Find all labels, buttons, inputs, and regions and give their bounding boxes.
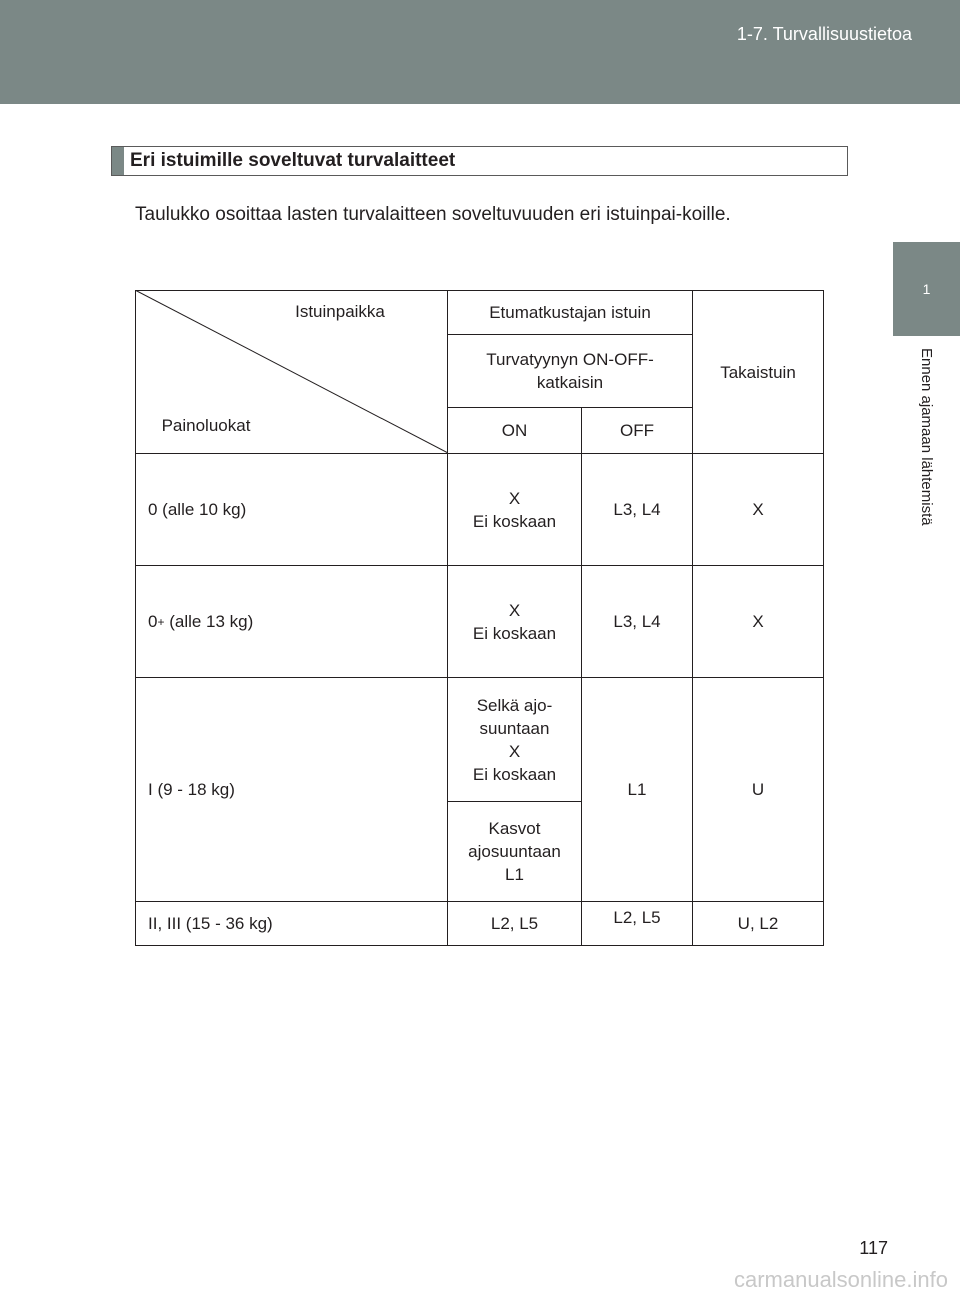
chapter-title: 1-7. Turvallisuustietoa: [736, 24, 912, 44]
row-1-on-x: X: [508, 600, 521, 620]
row-0-label: 0 (alle 10 kg): [148, 500, 247, 519]
chapter-side-label: [893, 348, 960, 588]
section-title: Eri istuimille soveltuvat turvalaitteet: [130, 150, 456, 171]
row-3-on: L2, L5: [490, 914, 539, 933]
child-restraint-table: [135, 290, 824, 946]
row-2-rear: U: [751, 780, 765, 799]
chapter-tab-number: 1: [922, 281, 931, 297]
front-seat-header: Etumatkustajan istuin: [489, 303, 651, 322]
table-border-right: [823, 290, 824, 946]
row-0-off: L3, L4: [613, 500, 661, 519]
row-0-on: [448, 454, 581, 565]
corner-label-seat: Istuinpaikka: [295, 301, 385, 321]
page-number: 117: [859, 1238, 888, 1258]
row-1-rear: X: [752, 612, 764, 631]
row-3-off: L2, L5: [613, 908, 661, 927]
row-2-on-a2: suuntaan: [479, 718, 550, 738]
airbag-switch-label: Turvatyynyn ON-OFF-katkaisin: [486, 350, 654, 392]
section-title-box: [111, 146, 848, 176]
intro-paragraph: Taulukko osoittaa lasten turvalaitteen soveltuvuuden eri istuinpai-koille.: [135, 204, 731, 225]
row-1-label-base: 0: [148, 612, 158, 631]
off-header: OFF: [620, 421, 654, 440]
corner-label-weight: Painoluokat: [161, 415, 251, 435]
chapter-tab[interactable]: [893, 242, 960, 336]
row-1-on: [448, 566, 581, 677]
row-3-label: II, III (15 - 36 kg): [148, 914, 273, 933]
rear-seat-header: Takaistuin: [720, 362, 796, 382]
row-2-on-a1: Selkä ajo-: [476, 695, 553, 715]
row-0-on-note: Ei koskaan: [472, 511, 557, 531]
section-title-bar: [112, 147, 124, 175]
airbag-switch-header: [448, 335, 692, 407]
row-2-on-a4: Ei koskaan: [472, 764, 557, 784]
row-2-on-b1: Kasvot: [488, 819, 541, 838]
row-2-off: L1: [627, 780, 647, 799]
row-0-rear: X: [752, 500, 764, 519]
row-2-label: I (9 - 18 kg): [148, 780, 235, 799]
chapter-header: [0, 0, 960, 104]
table-border-bottom: [135, 945, 824, 946]
row-1-on-note: Ei koskaan: [472, 623, 557, 643]
row-2-on-b3: L1: [505, 865, 524, 884]
row-2-on-b2: ajosuuntaan: [468, 842, 561, 861]
watermark: carmanualsonline.info: [733, 1267, 948, 1292]
row-2-on-forward-facing: [448, 802, 581, 901]
row-0-on-x: X: [508, 488, 521, 508]
row-2-on-a3: X: [508, 741, 521, 761]
row-1-label: 0 + (alle 13 kg): [148, 612, 254, 631]
chapter-side-label-text: Ennen ajamaan lähtemistä: [918, 348, 935, 526]
row-3-rear: U, L2: [737, 914, 779, 933]
on-header: ON: [501, 421, 528, 440]
row-1-off: L3, L4: [613, 612, 661, 631]
row-2-on-rear-facing: [448, 678, 581, 801]
row-1-label-rest: (alle 13 kg): [164, 612, 254, 631]
